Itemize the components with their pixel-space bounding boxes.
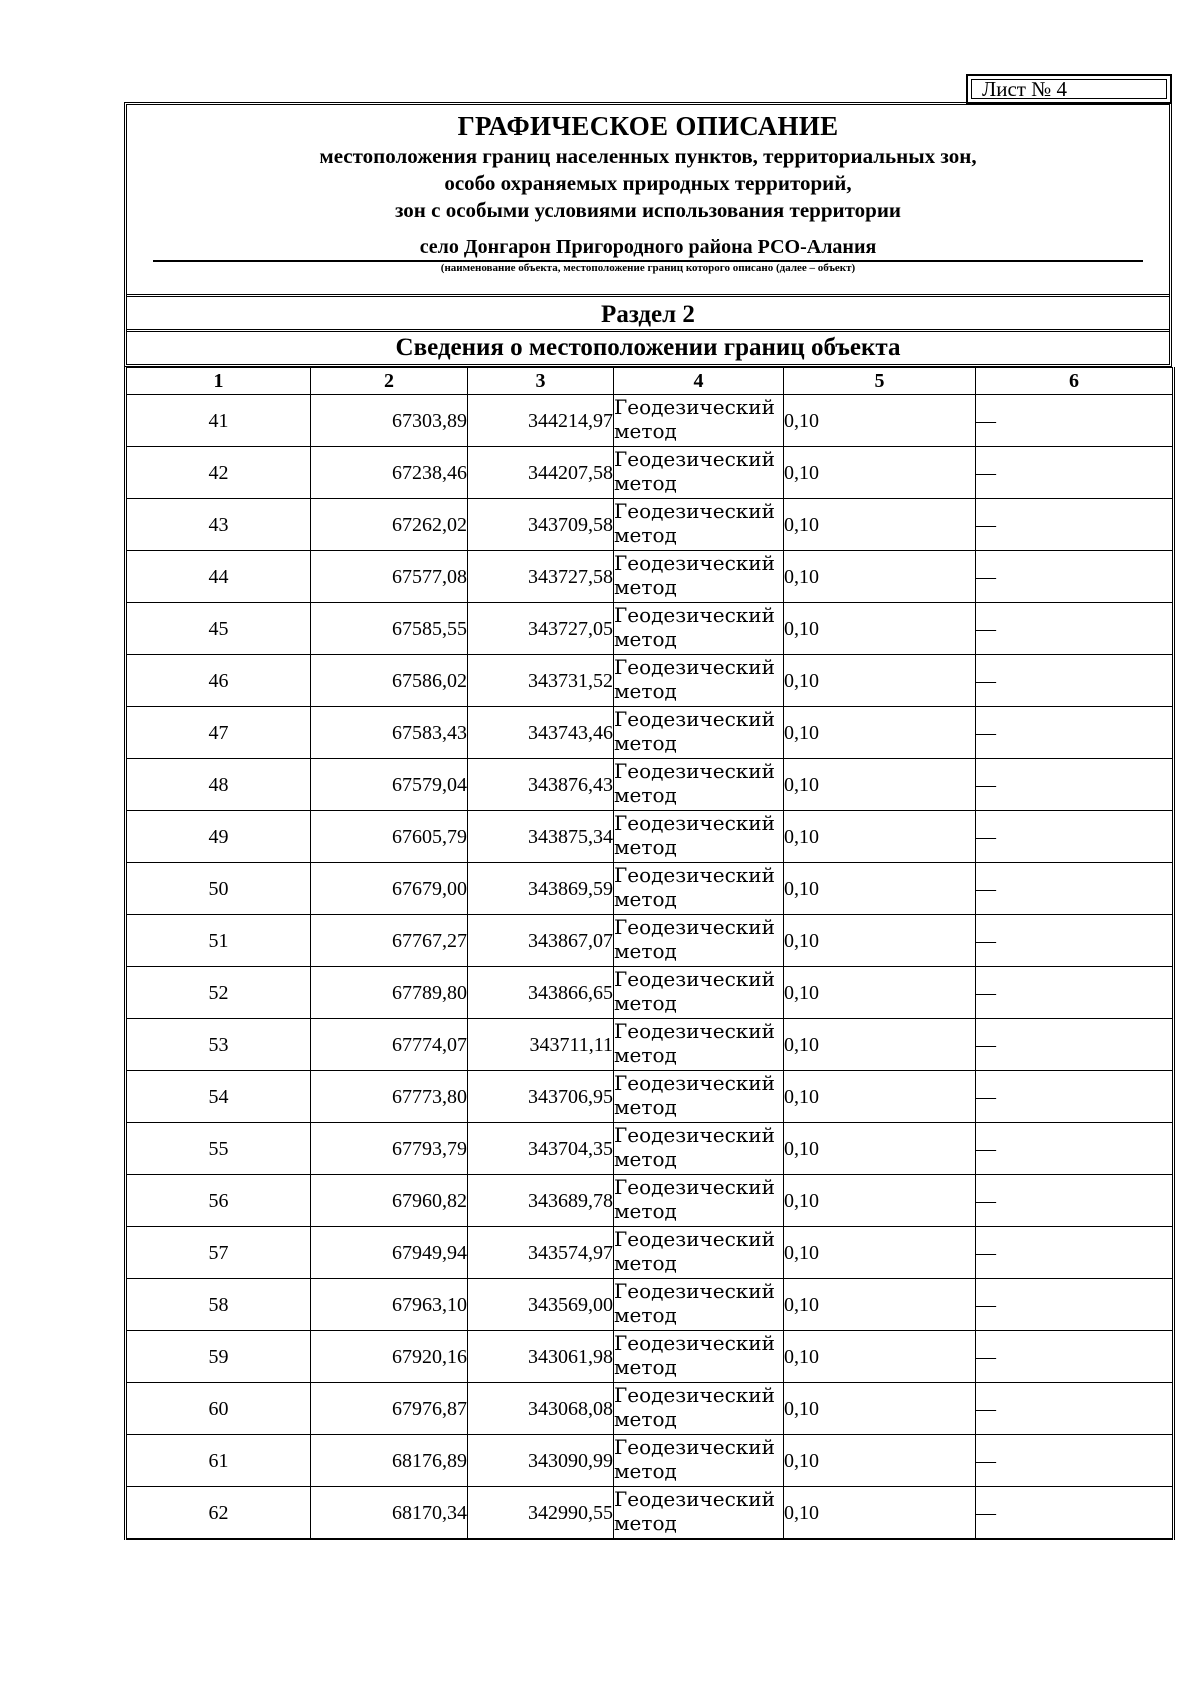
x-coordinate-cell: 67583,43 [311,707,468,759]
method-cell: Геодезический метод [614,1279,784,1331]
x-coordinate-cell: 67679,00 [311,863,468,915]
document-title: ГРАФИЧЕСКОЕ ОПИСАНИЕ [457,111,839,141]
y-coordinate-cell: 343090,99 [468,1435,614,1487]
table-row [126,1071,1174,1123]
y-coordinate-cell: 342990,55 [468,1487,614,1540]
method-cell: Геодезический метод [614,1175,784,1227]
description-cell: — [976,447,1174,499]
accuracy-cell: 0,10 [784,603,976,655]
accuracy-cell: 0,10 [784,967,976,1019]
accuracy-cell: 0,10 [784,759,976,811]
point-number-cell: 56 [126,1175,311,1227]
table-row [126,499,1174,551]
section-title: Сведения о местоположении границ объекта [395,334,901,361]
x-coordinate-cell: 67262,02 [311,499,468,551]
column-header: 3 [468,368,614,395]
method-cell: Геодезический метод [614,863,784,915]
method-cell: Геодезический метод [614,759,784,811]
y-coordinate-cell: 343068,08 [468,1383,614,1435]
table-row [126,551,1174,603]
description-cell: — [976,811,1174,863]
accuracy-cell: 0,10 [784,1019,976,1071]
description-cell: — [976,1279,1174,1331]
y-coordinate-cell: 343869,59 [468,863,614,915]
point-number-cell: 41 [126,395,311,447]
x-coordinate-cell: 67605,79 [311,811,468,863]
method-cell: Геодезический метод [614,1487,784,1540]
table-row [126,1331,1174,1383]
document-header [124,102,1172,367]
point-number-cell: 43 [126,499,311,551]
sheet-number: Лист № 4 [966,74,1172,104]
y-coordinate-cell: 343731,52 [468,655,614,707]
accuracy-cell: 0,10 [784,1123,976,1175]
object-caption: (наименование объекта, местоположение границ которого описано (далее – объект) [440,262,856,274]
accuracy-cell: 0,10 [784,395,976,447]
column-header: 4 [614,368,784,395]
point-number-cell: 58 [126,1279,311,1331]
x-coordinate-cell: 67767,27 [311,915,468,967]
method-cell: Геодезический метод [614,655,784,707]
accuracy-cell: 0,10 [784,655,976,707]
point-number-cell: 49 [126,811,311,863]
table-row [126,655,1174,707]
x-coordinate-cell: 67793,79 [311,1123,468,1175]
method-cell: Геодезический метод [614,811,784,863]
y-coordinate-cell: 343727,05 [468,603,614,655]
table-header-row [126,368,1174,395]
table-row [126,1383,1174,1435]
table-row [126,1019,1174,1071]
y-coordinate-cell: 344214,97 [468,395,614,447]
x-coordinate-cell: 67960,82 [311,1175,468,1227]
table-row [126,759,1174,811]
method-cell: Геодезический метод [614,1383,784,1435]
title-block [127,105,1169,297]
description-cell: — [976,967,1174,1019]
accuracy-cell: 0,10 [784,1175,976,1227]
description-cell: — [976,1019,1174,1071]
point-number-cell: 50 [126,863,311,915]
description-cell: — [976,1383,1174,1435]
point-number-cell: 62 [126,1487,311,1540]
description-cell: — [976,1123,1174,1175]
description-cell: — [976,915,1174,967]
table-row [126,863,1174,915]
accuracy-cell: 0,10 [784,499,976,551]
description-cell: — [976,1071,1174,1123]
point-number-cell: 51 [126,915,311,967]
point-number-cell: 53 [126,1019,311,1071]
point-number-cell: 59 [126,1331,311,1383]
method-cell: Геодезический метод [614,1123,784,1175]
description-cell: — [976,1227,1174,1279]
y-coordinate-cell: 343704,35 [468,1123,614,1175]
x-coordinate-cell: 67774,07 [311,1019,468,1071]
description-cell: — [976,551,1174,603]
coordinates-table [124,367,1175,1540]
method-cell: Геодезический метод [614,915,784,967]
x-coordinate-cell: 67773,80 [311,1071,468,1123]
accuracy-cell: 0,10 [784,1331,976,1383]
x-coordinate-cell: 67963,10 [311,1279,468,1331]
document-subtitle: местоположения границ населенных пунктов, территориальных зон, особо охраняемых природных территорий, зон с особыми условиями использования территории [319,144,977,222]
accuracy-cell: 0,10 [784,1487,976,1540]
x-coordinate-cell: 68176,89 [311,1435,468,1487]
object-name: село Донгарон Пригородного района РСО-Алания [419,236,877,258]
description-cell: — [976,863,1174,915]
x-coordinate-cell: 68170,34 [311,1487,468,1540]
method-cell: Геодезический метод [614,967,784,1019]
description-cell: — [976,1487,1174,1540]
table-row [126,603,1174,655]
y-coordinate-cell: 343061,98 [468,1331,614,1383]
method-cell: Геодезический метод [614,1071,784,1123]
table-body [126,395,1174,1540]
y-coordinate-cell: 343574,97 [468,1227,614,1279]
description-cell: — [976,1331,1174,1383]
table-row [126,1123,1174,1175]
accuracy-cell: 0,10 [784,1071,976,1123]
x-coordinate-cell: 67585,55 [311,603,468,655]
column-header: 5 [784,368,976,395]
point-number-cell: 61 [126,1435,311,1487]
x-coordinate-cell: 67789,80 [311,967,468,1019]
column-header: 1 [126,368,311,395]
y-coordinate-cell: 343876,43 [468,759,614,811]
description-cell: — [976,759,1174,811]
method-cell: Геодезический метод [614,707,784,759]
column-header: 2 [311,368,468,395]
method-cell: Геодезический метод [614,1227,784,1279]
x-coordinate-cell: 67238,46 [311,447,468,499]
x-coordinate-cell: 67949,94 [311,1227,468,1279]
y-coordinate-cell: 343743,46 [468,707,614,759]
point-number-cell: 42 [126,447,311,499]
method-cell: Геодезический метод [614,499,784,551]
y-coordinate-cell: 344207,58 [468,447,614,499]
point-number-cell: 60 [126,1383,311,1435]
method-cell: Геодезический метод [614,447,784,499]
table-row [126,1279,1174,1331]
y-coordinate-cell: 343689,78 [468,1175,614,1227]
accuracy-cell: 0,10 [784,707,976,759]
y-coordinate-cell: 343706,95 [468,1071,614,1123]
table-row [126,1435,1174,1487]
y-coordinate-cell: 343709,58 [468,499,614,551]
description-cell: — [976,655,1174,707]
point-number-cell: 46 [126,655,311,707]
description-cell: — [976,395,1174,447]
y-coordinate-cell: 343867,07 [468,915,614,967]
x-coordinate-cell: 67976,87 [311,1383,468,1435]
accuracy-cell: 0,10 [784,551,976,603]
accuracy-cell: 0,10 [784,811,976,863]
accuracy-cell: 0,10 [784,863,976,915]
accuracy-cell: 0,10 [784,1279,976,1331]
x-coordinate-cell: 67586,02 [311,655,468,707]
x-coordinate-cell: 67303,89 [311,395,468,447]
point-number-cell: 48 [126,759,311,811]
method-cell: Геодезический метод [614,1331,784,1383]
point-number-cell: 57 [126,1227,311,1279]
y-coordinate-cell: 343875,34 [468,811,614,863]
accuracy-cell: 0,10 [784,1383,976,1435]
x-coordinate-cell: 67579,04 [311,759,468,811]
table-row [126,707,1174,759]
point-number-cell: 45 [126,603,311,655]
method-cell: Геодезический метод [614,603,784,655]
method-cell: Геодезический метод [614,1435,784,1487]
table-row [126,447,1174,499]
point-number-cell: 44 [126,551,311,603]
x-coordinate-cell: 67577,08 [311,551,468,603]
column-header: 6 [976,368,1174,395]
table-row [126,915,1174,967]
accuracy-cell: 0,10 [784,447,976,499]
accuracy-cell: 0,10 [784,915,976,967]
method-cell: Геодезический метод [614,395,784,447]
description-cell: — [976,603,1174,655]
x-coordinate-cell: 67920,16 [311,1331,468,1383]
point-number-cell: 47 [126,707,311,759]
section-label: Раздел 2 [127,297,1169,332]
description-cell: — [976,1435,1174,1487]
description-cell: — [976,707,1174,759]
method-cell: Геодезический метод [614,551,784,603]
table-row [126,1227,1174,1279]
table-row [126,811,1174,863]
accuracy-cell: 0,10 [784,1227,976,1279]
description-cell: — [976,499,1174,551]
method-cell: Геодезический метод [614,1019,784,1071]
point-number-cell: 54 [126,1071,311,1123]
accuracy-cell: 0,10 [784,1435,976,1487]
y-coordinate-cell: 343569,00 [468,1279,614,1331]
table-row [126,1487,1174,1540]
y-coordinate-cell: 343727,58 [468,551,614,603]
point-number-cell: 55 [126,1123,311,1175]
description-cell: — [976,1175,1174,1227]
table-row [126,967,1174,1019]
table-row [126,395,1174,447]
y-coordinate-cell: 343866,65 [468,967,614,1019]
table-row [126,1175,1174,1227]
y-coordinate-cell: 343711,11 [468,1019,614,1071]
point-number-cell: 52 [126,967,311,1019]
